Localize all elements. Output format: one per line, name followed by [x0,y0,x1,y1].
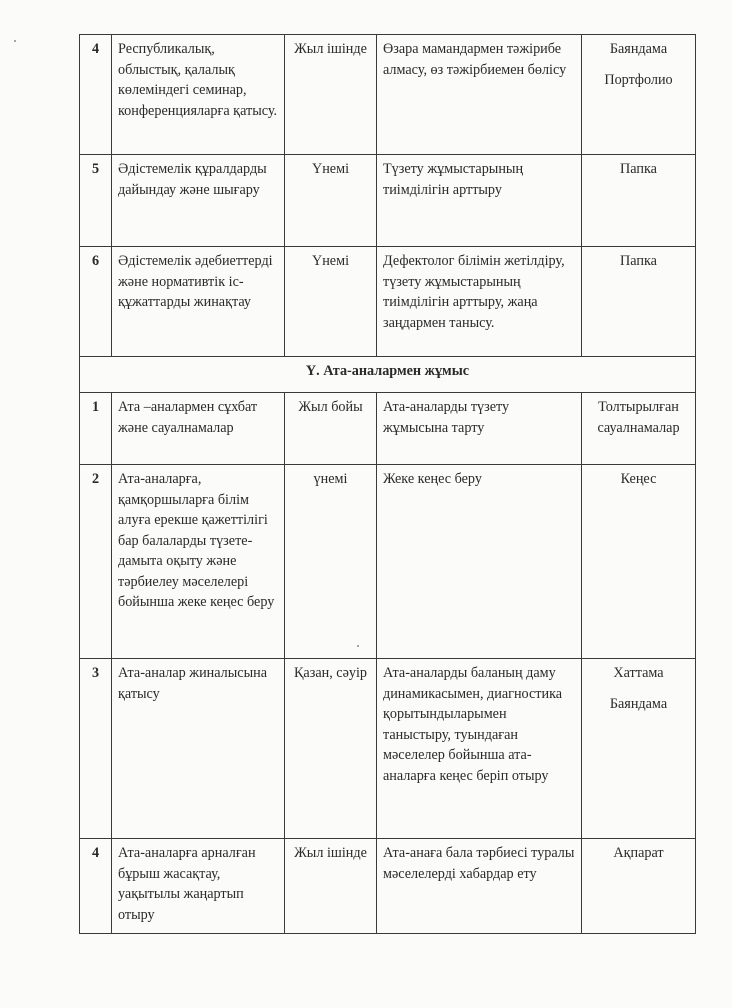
term-cell: Қазан, сәуір [285,659,377,839]
activity-cell: Республикалық, облыстық, қалалық көлеміндегі семинар, конференцияларға қатысу. [112,35,285,155]
result-cell [582,839,696,934]
activity-cell: Ата-аналар жиналысына қатысу [112,659,285,839]
row-number: 4 [80,839,112,934]
table-row [80,465,696,659]
goal-cell: Жеке кеңес беру [377,465,582,659]
row-number: 3 [80,659,112,839]
activity-cell: Әдістемелік әдебиеттерді және нормативтік іс-құжаттарды жинақтау [112,247,285,357]
scan-speck [14,40,16,42]
table-row [80,357,696,393]
result-cell [582,155,696,247]
section-title: Ү. Ата-аналармен жұмыс [80,357,696,393]
activity-cell: Ата-аналарға, қамқоршыларға білім алуға ерекше қажеттілігі бар балаларды түзете-дамыта оқыту және тәрбиелеу мәселелері бойынша жеке кеңес беру [112,465,285,659]
term-cell: Жыл ішінде [285,35,377,155]
row-number: 5 [80,155,112,247]
activity-cell: Әдістемелік құралдарды дайындау және шығару [112,155,285,247]
result-line: Ақпарат [613,845,664,861]
activity-cell: Ата-аналарға арналған бұрыш жасақтау, уақытылы жаңартып отыру [112,839,285,934]
goal-cell: Өзара мамандармен тәжірибе алмасу, өз тәжірбиемен бөлісу [377,35,582,155]
result-cell [582,35,696,155]
result-line: Портфолио [604,71,673,88]
result-line: Папка [620,253,657,269]
result-cell [582,393,696,465]
term-cell: Үнемі [285,155,377,247]
table-row [80,155,696,247]
result-line: Баяндама [609,695,668,712]
goal-cell: Ата-анаға бала тәрбиесі туралы мәселелерді хабардар ету [377,839,582,934]
activity-cell: Ата –аналармен сұхбат және сауалнамалар [112,393,285,465]
result-cell [582,659,696,839]
table-row [80,393,696,465]
table-row [80,659,696,839]
result-cell [582,247,696,357]
row-number: 2 [80,465,112,659]
term-cell: Жыл бойы [285,393,377,465]
goal-cell: Ата-аналарды түзету жұмысына тарту [377,393,582,465]
result-line: Хаттама [613,665,664,681]
term-cell: Жыл ішінде [285,839,377,934]
goal-cell: Түзету жұмыстарының тиімділігін арттыру [377,155,582,247]
result-line: Баяндама [609,41,668,57]
row-number: 6 [80,247,112,357]
work-plan-table [79,34,696,934]
goal-cell: Дефектолог білімін жетілдіру, түзету жұмыстарының тиімділігін арттыру, жаңа заңдармен танысу. [377,247,582,357]
row-number: 1 [80,393,112,465]
table-row [80,35,696,155]
result-line: Кеңес [620,471,657,487]
table-row [80,839,696,934]
term-cell: үнемі [285,465,377,659]
result-line: Толтырылған сауалнамалар [597,399,680,436]
result-cell [582,465,696,659]
row-number: 4 [80,35,112,155]
table-row [80,247,696,357]
result-line: Папка [620,161,657,177]
goal-cell: Ата-аналарды баланың даму динамикасымен, диагностика қорытындыларымен таныстыру, туындаған мәселелер бойынша ата-аналарға кеңес беріп отыру [377,659,582,839]
term-cell: Үнемі [285,247,377,357]
